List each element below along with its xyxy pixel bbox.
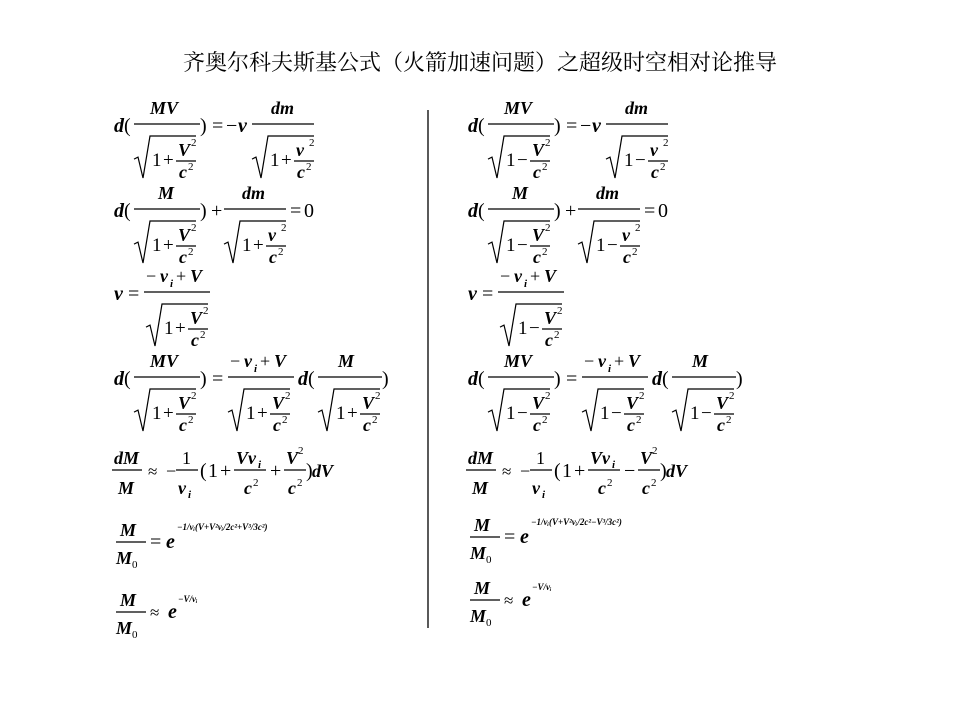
math-glyph: v	[268, 225, 276, 245]
math-glyph: 1	[536, 448, 545, 468]
math-glyph: c	[533, 162, 541, 182]
math-glyph: MV	[504, 98, 533, 118]
math-glyph: +	[163, 150, 174, 171]
math-glyph: v	[296, 140, 304, 160]
math-glyph: (	[124, 368, 131, 390]
math-glyph: (	[308, 368, 315, 390]
math-glyph: 0	[132, 629, 138, 641]
math-glyph: =	[212, 115, 224, 137]
math-glyph: −	[166, 461, 177, 481]
math-glyph: +	[565, 200, 577, 222]
math-glyph: +	[260, 351, 271, 371]
math-glyph: =	[566, 368, 578, 390]
math-glyph: e	[520, 526, 529, 548]
math-glyph: c	[533, 247, 541, 267]
math-glyph: M	[120, 590, 137, 610]
math-glyph: c	[244, 478, 252, 498]
math-glyph: dm	[596, 183, 620, 203]
math-glyph: d	[652, 368, 662, 390]
math-glyph: i	[258, 459, 262, 471]
math-glyph: )	[554, 368, 561, 390]
math-glyph: M	[470, 606, 487, 626]
math-glyph: )	[200, 115, 207, 137]
math-glyph: V	[628, 351, 641, 371]
math-glyph: =	[482, 283, 494, 305]
math-glyph: d	[114, 368, 124, 390]
math-glyph: e	[168, 601, 177, 623]
math-glyph: c	[717, 415, 725, 435]
math-glyph: d	[114, 115, 124, 137]
math-glyph: )	[554, 200, 561, 222]
math-glyph: c	[623, 247, 631, 267]
math-glyph: 2	[372, 414, 378, 426]
math-glyph: +	[257, 403, 268, 424]
exponent: −V/vᵢ	[532, 582, 552, 592]
math-glyph: 2	[188, 161, 194, 173]
math-glyph: −	[701, 403, 712, 424]
math-glyph: +	[253, 235, 264, 256]
math-glyph: +	[176, 266, 187, 286]
math-glyph: M	[116, 548, 133, 568]
math-glyph: =	[644, 200, 656, 222]
math-glyph: 2	[636, 414, 642, 426]
math-glyph: M	[118, 478, 135, 498]
math-glyph: 2	[309, 137, 315, 149]
math-glyph: V	[362, 393, 375, 413]
math-glyph: v	[598, 351, 606, 371]
math-glyph: 1	[242, 235, 252, 256]
math-glyph: dm	[271, 98, 295, 118]
math-glyph: 1	[164, 318, 174, 339]
math-glyph: =	[566, 115, 578, 137]
math-glyph: v	[592, 115, 601, 137]
math-glyph: v	[532, 478, 540, 498]
math-glyph: +	[347, 403, 358, 424]
math-glyph: c	[363, 415, 371, 435]
math-glyph: 2	[285, 390, 291, 402]
math-glyph: 1	[152, 150, 162, 171]
math-glyph: =	[290, 200, 302, 222]
math-glyph: 1	[518, 318, 528, 339]
math-glyph: 2	[298, 445, 304, 457]
math-glyph: e	[522, 589, 531, 611]
math-glyph: V	[544, 266, 557, 286]
math-glyph: 2	[663, 137, 669, 149]
math-glyph: −	[226, 115, 238, 137]
math-glyph: dm	[242, 183, 266, 203]
math-glyph: 2	[607, 477, 613, 489]
math-glyph: i	[542, 489, 546, 501]
math-glyph: ≈	[504, 591, 514, 610]
math-glyph: v	[178, 478, 186, 498]
math-glyph: +	[211, 200, 223, 222]
math-glyph: 2	[253, 477, 259, 489]
math-glyph: c	[533, 415, 541, 435]
math-glyph: c	[297, 162, 305, 182]
math-glyph: +	[614, 351, 625, 371]
math-glyph: 1	[600, 403, 610, 424]
math-glyph: dm	[625, 98, 649, 118]
math-glyph: c	[642, 478, 650, 498]
math-glyph: d	[468, 115, 478, 137]
math-glyph: 1	[596, 235, 606, 256]
math-glyph: 1	[562, 460, 572, 482]
math-glyph: MV	[150, 98, 179, 118]
math-glyph: i	[608, 363, 612, 375]
math-glyph: c	[179, 415, 187, 435]
math-glyph: c	[179, 247, 187, 267]
math-glyph: (	[478, 115, 485, 137]
math-glyph: −	[520, 461, 531, 481]
math-glyph: ≈	[148, 462, 158, 481]
math-glyph: V	[640, 448, 653, 468]
math-glyph: v	[114, 283, 123, 305]
math-glyph: 2	[651, 477, 657, 489]
math-glyph: V	[190, 308, 203, 328]
math-glyph: (	[554, 460, 561, 482]
math-glyph: 1	[270, 150, 280, 171]
math-glyph: 2	[660, 161, 666, 173]
math-glyph: i	[612, 459, 616, 471]
math-glyph: 1	[336, 403, 346, 424]
math-glyph: 2	[542, 161, 548, 173]
math-glyph: =	[128, 283, 140, 305]
math-glyph: 2	[545, 137, 551, 149]
math-glyph: V	[716, 393, 729, 413]
math-glyph: V	[532, 140, 545, 160]
right-column-equations	[466, 98, 743, 629]
math-glyph: M	[512, 183, 529, 203]
math-glyph: V	[286, 448, 299, 468]
math-glyph: i	[188, 489, 192, 501]
math-glyph: V	[178, 140, 191, 160]
math-glyph: V	[190, 266, 203, 286]
math-glyph: 1	[506, 403, 516, 424]
math-glyph: i	[254, 363, 258, 375]
math-glyph: )	[660, 460, 667, 482]
math-glyph: (	[124, 115, 131, 137]
math-glyph: dV	[666, 461, 688, 481]
math-glyph: 2	[200, 329, 206, 341]
math-glyph: −	[580, 115, 592, 137]
math-glyph: 0	[486, 554, 492, 566]
math-glyph: 2	[191, 390, 197, 402]
math-glyph: 1	[152, 235, 162, 256]
math-glyph: 0	[486, 617, 492, 629]
math-glyph: −	[611, 403, 622, 424]
math-glyph: M	[474, 578, 491, 598]
math-glyph: c	[191, 330, 199, 350]
math-glyph: 2	[542, 246, 548, 258]
math-glyph: +	[574, 460, 586, 482]
math-glyph: c	[545, 330, 553, 350]
math-glyph: (	[200, 460, 207, 482]
math-glyph: +	[163, 235, 174, 256]
math-glyph: M	[472, 478, 489, 498]
exponent: −1/vᵢ(V+V²vᵢ/2c²+V³/3c²)	[177, 522, 268, 532]
math-glyph: M	[120, 520, 137, 540]
math-glyph: MV	[504, 351, 533, 371]
math-glyph: v	[650, 140, 658, 160]
math-glyph: V	[272, 393, 285, 413]
math-glyph: =	[150, 531, 162, 553]
math-glyph: 2	[729, 390, 735, 402]
math-glyph: =	[504, 526, 516, 548]
math-glyph: 1	[624, 150, 634, 171]
math-glyph: 0	[304, 200, 314, 222]
math-glyph: 0	[132, 559, 138, 571]
math-glyph: +	[270, 460, 282, 482]
math-glyph: 1	[152, 403, 162, 424]
math-glyph: 2	[281, 222, 287, 234]
math-glyph: dM	[114, 448, 140, 468]
math-glyph: V	[532, 225, 545, 245]
math-glyph: d	[298, 368, 308, 390]
left-column-equations	[112, 98, 389, 641]
math-glyph: dV	[312, 461, 334, 481]
math-glyph: −	[584, 351, 595, 371]
math-glyph: V	[178, 393, 191, 413]
math-glyph: M	[692, 351, 709, 371]
math-glyph: c	[627, 415, 635, 435]
math-glyph: +	[281, 150, 292, 171]
math-glyph: c	[273, 415, 281, 435]
math-glyph: )	[306, 460, 313, 482]
math-glyph: MV	[150, 351, 179, 371]
math-glyph: d	[468, 368, 478, 390]
math-glyph: 2	[557, 305, 563, 317]
math-glyph: 2	[545, 390, 551, 402]
math-glyph: v	[468, 283, 477, 305]
math-glyph: (	[478, 368, 485, 390]
math-glyph: −	[517, 235, 528, 256]
math-glyph: 1	[208, 460, 218, 482]
math-glyph: v	[514, 266, 522, 286]
math-glyph: V	[274, 351, 287, 371]
math-glyph: (	[662, 368, 669, 390]
math-glyph: −	[500, 266, 511, 286]
math-glyph: +	[163, 403, 174, 424]
math-glyph: d	[114, 200, 124, 222]
math-glyph: (	[124, 200, 131, 222]
math-glyph: Vv	[236, 448, 256, 468]
math-glyph: −	[230, 351, 241, 371]
math-glyph: 1	[690, 403, 700, 424]
math-glyph: )	[554, 115, 561, 137]
math-glyph: v	[622, 225, 630, 245]
math-glyph: (	[478, 200, 485, 222]
math-glyph: c	[269, 247, 277, 267]
math-glyph: v	[244, 351, 252, 371]
math-glyph: 2	[726, 414, 732, 426]
math-glyph: Vv	[590, 448, 610, 468]
math-glyph: V	[178, 225, 191, 245]
math-glyph: )	[200, 200, 207, 222]
math-glyph: c	[598, 478, 606, 498]
math-glyph: −	[517, 150, 528, 171]
math-glyph: −	[607, 235, 618, 256]
math-glyph: =	[212, 368, 224, 390]
math-glyph: V	[532, 393, 545, 413]
page-title: 齐奥尔科夫斯基公式（火箭加速问题）之超级时空相对论推导	[182, 51, 778, 76]
math-glyph: 2	[632, 246, 638, 258]
math-glyph: −	[517, 403, 528, 424]
math-glyph: +	[530, 266, 541, 286]
math-glyph: 2	[639, 390, 645, 402]
math-glyph: M	[474, 515, 491, 535]
math-glyph: −	[146, 266, 157, 286]
math-glyph: 1	[506, 235, 516, 256]
math-glyph: e	[166, 531, 175, 553]
math-glyph: 2	[545, 222, 551, 234]
math-glyph: M	[158, 183, 175, 203]
math-glyph: c	[179, 162, 187, 182]
math-glyph: 2	[375, 390, 381, 402]
math-glyph: 2	[297, 477, 303, 489]
math-glyph: c	[651, 162, 659, 182]
math-glyph: 2	[554, 329, 560, 341]
math-glyph: M	[470, 543, 487, 563]
math-glyph: 2	[282, 414, 288, 426]
math-glyph: 1	[246, 403, 256, 424]
math-glyph: 2	[542, 414, 548, 426]
math-glyph: 1	[182, 448, 191, 468]
math-glyph: 2	[635, 222, 641, 234]
math-glyph: )	[382, 368, 389, 390]
math-glyph: 2	[191, 137, 197, 149]
math-glyph: )	[200, 368, 207, 390]
math-glyph: 2	[278, 246, 284, 258]
math-glyph: M	[338, 351, 355, 371]
math-glyph: i	[524, 278, 528, 290]
math-glyph: 2	[306, 161, 312, 173]
math-glyph: i	[170, 278, 174, 290]
math-glyph: 0	[658, 200, 668, 222]
math-glyph: )	[736, 368, 743, 390]
math-glyph: 1	[506, 150, 516, 171]
math-glyph: ≈	[150, 603, 160, 622]
exponent: −1/vᵢ(V+V²vᵢ/2c²−V³/3c²)	[531, 517, 622, 527]
math-glyph: 2	[203, 305, 209, 317]
math-glyph: dM	[468, 448, 494, 468]
math-glyph: M	[116, 618, 133, 638]
math-glyph: d	[468, 200, 478, 222]
math-glyph: 2	[191, 222, 197, 234]
math-glyph: v	[160, 266, 168, 286]
math-glyph: +	[175, 318, 186, 339]
math-glyph: −	[624, 460, 636, 482]
math-glyph: −	[529, 318, 540, 339]
math-glyph: v	[238, 115, 247, 137]
math-glyph: −	[635, 150, 646, 171]
math-glyph: V	[626, 393, 639, 413]
math-glyph: +	[220, 460, 232, 482]
math-glyph: 2	[652, 445, 658, 457]
math-glyph: ≈	[502, 462, 512, 481]
exponent: −V/vᵢ	[178, 594, 198, 604]
math-glyph: c	[288, 478, 296, 498]
math-glyph: V	[544, 308, 557, 328]
math-glyph: 2	[188, 414, 194, 426]
math-glyph: 2	[188, 246, 194, 258]
